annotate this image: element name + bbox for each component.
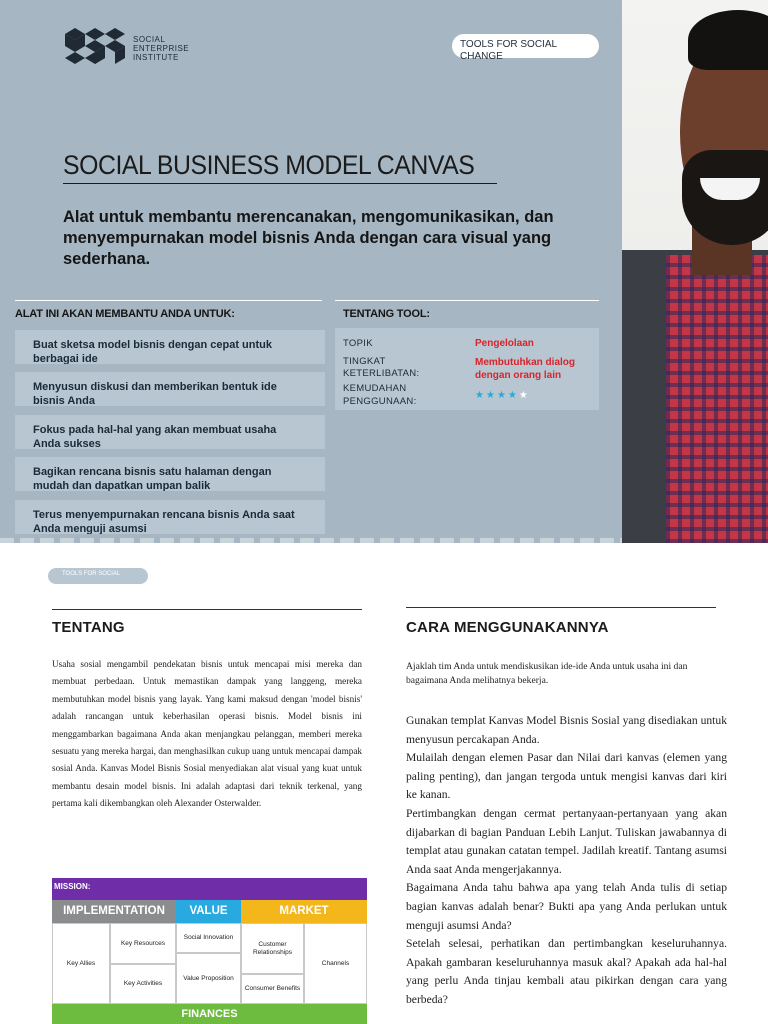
tools-tag-small: TOOLS FOR SOCIAL [48,568,148,584]
title-divider [63,183,497,184]
ease-rating-stars [475,390,530,401]
howto-step-3: Pertimbangkan dengan cermat pertanyaan-pertanyaan yang akan dijabarkan di bagian Panduan Lebih Lanjut. Tuliskan jawabannya di templat atau gunakan catatan tempel. Jadilah kreatif. Tantang asumsi Anda saat Anda mengerjakannya. [406,806,727,876]
level-label-1: TINGKAT [343,356,386,367]
logo-line-1: SOCIAL [133,34,166,44]
canvas-market-header: MARKET [241,900,367,923]
page-title: SOCIAL BUSINESS MODEL CANVAS [63,150,475,180]
topic-label: TOPIK [343,338,373,349]
list-item [15,415,325,449]
help-title: ALAT INI AKAN MEMBANTU ANDA UNTUK: [15,308,235,320]
ease-label-2: PENGGUNAAN: [343,396,417,407]
list-item [15,372,325,406]
canvas-mission-bar [52,878,367,900]
star-filled-icon: ★ [507,390,519,401]
canvas-key-resources: Key Resources [110,923,176,964]
list-item-text: Terus menyempurnakan rencana bisnis Anda saat Anda menguji asumsi [33,509,295,534]
canvas-value-proposition: Value Proposition [176,953,241,1004]
level-label-2: KETERLIBATAN: [343,368,420,379]
star-filled-icon: ★ [475,390,486,401]
level-value-1: Membutuhkan dialog [475,357,575,368]
logo-line-3: INSTITUTE [133,52,179,62]
help-divider [15,300,322,301]
tool-info-box [335,328,599,410]
list-item-text: Buat sketsa model bisnis dengan cepat untuk berbagai ide [33,339,272,364]
star-filled-icon: ★ [485,390,497,401]
howto-step-5: Setelah selesai, perhatikan dan pertimbangkan keseluruhannya. Apakah gambaran keseluruhannya masuk akal? Apakah ada hal-hal yang perlu Anda tinjau kembali atau pikirkan dengan cara yang berbeda? [406,937,727,1006]
ease-label-1: KEMUDAHAN [343,383,407,394]
about-title: TENTANG [52,619,125,636]
star-filled-icon: ★ [496,390,508,401]
list-item [15,330,325,364]
list-item [15,457,325,491]
canvas-consumer-benefits: Consumer Benefits [241,974,304,1004]
lead-text: Alat untuk membantu merencanakan, mengomunikasikan, dan menyempurnakan model bisnis Anda dengan cara visual yang sederhana. [63,208,554,268]
tool-divider [335,300,599,301]
canvas-implementation-header: IMPLEMENTATION [52,900,176,923]
list-item [15,500,325,534]
tools-tag: TOOLS FOR SOCIAL CHANGE [452,34,599,58]
list-item-text: Fokus pada hal-hal yang akan membuat usaha Anda sukses [33,424,277,449]
tool-title: TENTANG TOOL: [343,308,430,320]
howto-step-2: Mulailah dengan elemen Pasar dan Nilai dari kanvas (elemen yang paling penting), dan jangan tergoda untuk mengisi kanvas dari kiri ke kanan. [406,751,727,802]
level-value-2: dengan orang lain [475,370,562,381]
canvas-key-allies: Key Allies [52,923,110,1004]
about-divider [52,609,362,610]
howto-step-1: Gunakan templat Kanvas Model Bisnis Sosial yang disediakan untuk menyusun percakapan Anda. [406,714,727,746]
canvas-finances-bar: FINANCES [52,1004,367,1024]
howto-divider [406,607,716,608]
sei-logo [63,26,189,70]
canvas-preview [52,878,367,1024]
list-item-text: Menyusun diskusi dan memberikan bentuk ide bisnis Anda [33,381,277,406]
decorative-strip [0,538,622,543]
hero-photo [622,0,768,543]
topic-value: Pengelolaan [475,338,534,349]
about-body: Usaha sosial mengambil pendekatan bisnis untuk mencapai misi mereka dan membuat perbedaan. Untuk memastikan dampak yang langgeng, mereka membutuhkan model bisnis yang layak. Yang kami maksud dengan 'model bisnis' adalah rancangan untuk keberhasilan operasi bisnis. Model bisnis ini menggambarkan bagaimana Anda akan menjangkau pelanggan, memberi mereka sesuatu yang mereka hargai, dan menghasilkan cukup uang untuk mencapai dampak sosial Anda. Kanvas Model Bisnis Sosial menyediakan alat visual yang kuat untuk membantu desain model bisnis. Ini adalah adaptasi dari teknik terkenal, yang pertama kali dikembangkan oleh Alexander Osterwalder. [52,659,362,809]
canvas-customer-relationships: Customer Relationships [241,923,304,974]
canvas-mission-label: MISSION: [54,882,91,891]
star-empty-icon: ★ [518,390,530,401]
howto-title: CARA MENGGUNAKANNYA [406,619,609,636]
howto-step-4: Bagaimana Anda tahu bahwa apa yang telah Anda tulis di setiap bagian kanvas adalah benar? Bukti apa yang Anda perlukan untuk menguji asumsi Anda? [406,881,727,932]
canvas-social-innovation: Social Innovation [176,923,241,953]
canvas-channels: Channels [304,923,367,1004]
howto-steps [406,712,727,1010]
list-item-text: Bagikan rencana bisnis satu halaman dengan mudah dan dapatkan umpan balik [33,466,272,491]
canvas-key-activities: Key Activities [110,964,176,1004]
howto-intro: Ajaklah tim Anda untuk mendiskusikan ide-ide Anda untuk usaha ini dan bagaimana Anda melihatnya bekerja. [406,661,688,686]
logo-line-2: ENTERPRISE [133,43,190,53]
canvas-value-header: VALUE [176,900,241,923]
sei-logo-icon [63,26,127,70]
